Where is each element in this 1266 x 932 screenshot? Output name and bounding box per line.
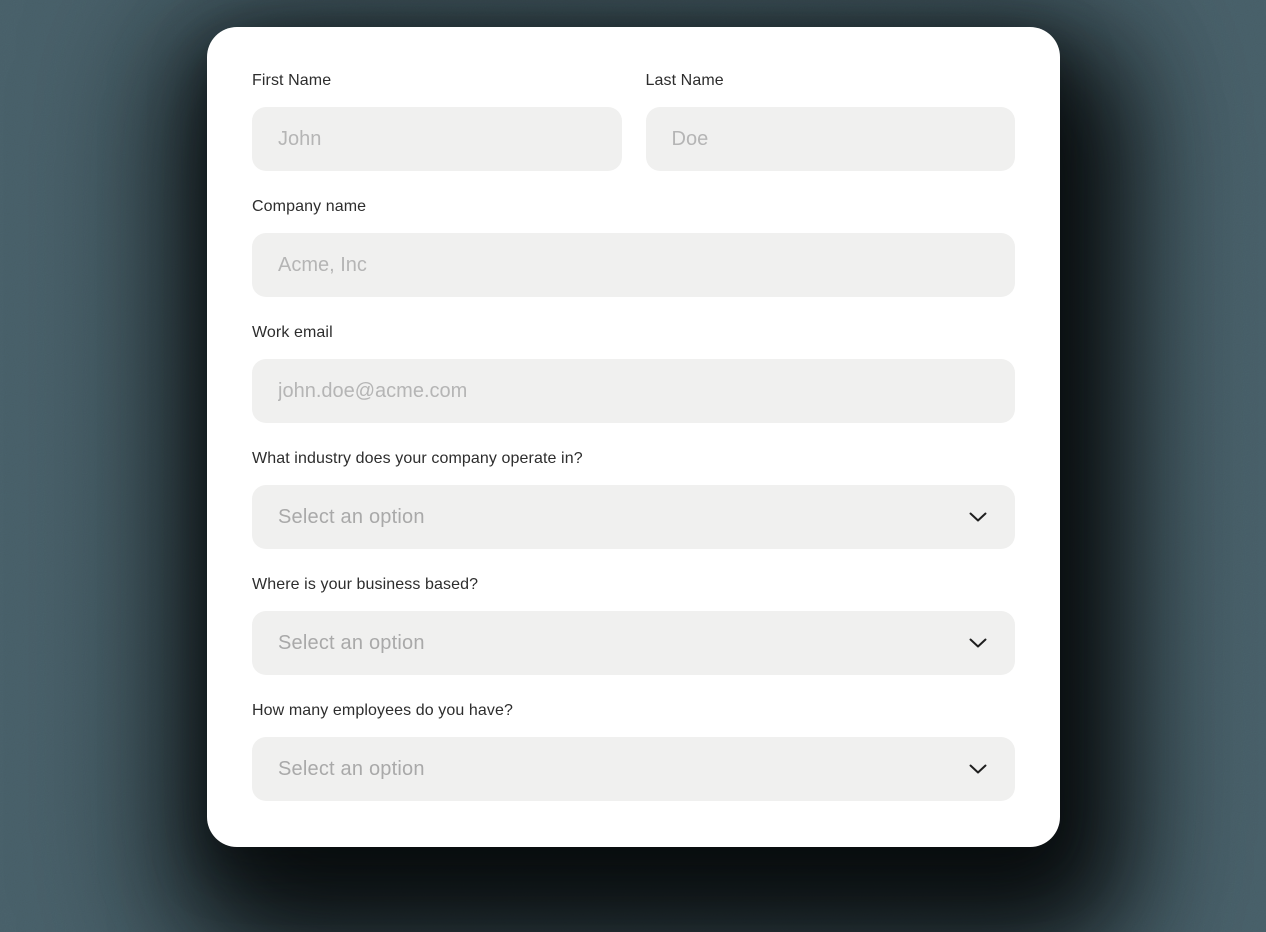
industry-select[interactable] bbox=[252, 485, 1015, 549]
industry-select-value: Select an option bbox=[278, 505, 425, 528]
location-select-value: Select an option bbox=[278, 631, 425, 654]
signup-form-card bbox=[207, 27, 1060, 847]
work-email-field-group bbox=[252, 325, 1015, 423]
employees-field-group bbox=[252, 703, 1015, 801]
last-name-field-group bbox=[646, 73, 1016, 171]
location-select[interactable] bbox=[252, 611, 1015, 675]
last-name-input[interactable] bbox=[646, 107, 1016, 171]
chevron-down-icon bbox=[969, 512, 987, 522]
first-name-input[interactable] bbox=[252, 107, 622, 171]
employees-select-value: Select an option bbox=[278, 757, 425, 780]
location-field-group bbox=[252, 577, 1015, 675]
chevron-down-icon bbox=[969, 764, 987, 774]
company-name-field-group bbox=[252, 199, 1015, 297]
industry-label: What industry does your company operate in? bbox=[252, 450, 583, 467]
first-name-label: First Name bbox=[252, 72, 332, 89]
work-email-input[interactable] bbox=[252, 359, 1015, 423]
company-name-label: Company name bbox=[252, 198, 367, 215]
location-label: Where is your business based? bbox=[252, 576, 479, 593]
name-fields-row bbox=[252, 73, 1015, 171]
employees-select[interactable] bbox=[252, 737, 1015, 801]
company-name-input[interactable] bbox=[252, 233, 1015, 297]
work-email-label: Work email bbox=[252, 324, 333, 341]
industry-field-group bbox=[252, 451, 1015, 549]
last-name-label: Last Name bbox=[645, 72, 724, 89]
employees-label: How many employees do you have? bbox=[252, 702, 514, 719]
chevron-down-icon bbox=[969, 638, 987, 648]
first-name-field-group bbox=[252, 73, 622, 171]
